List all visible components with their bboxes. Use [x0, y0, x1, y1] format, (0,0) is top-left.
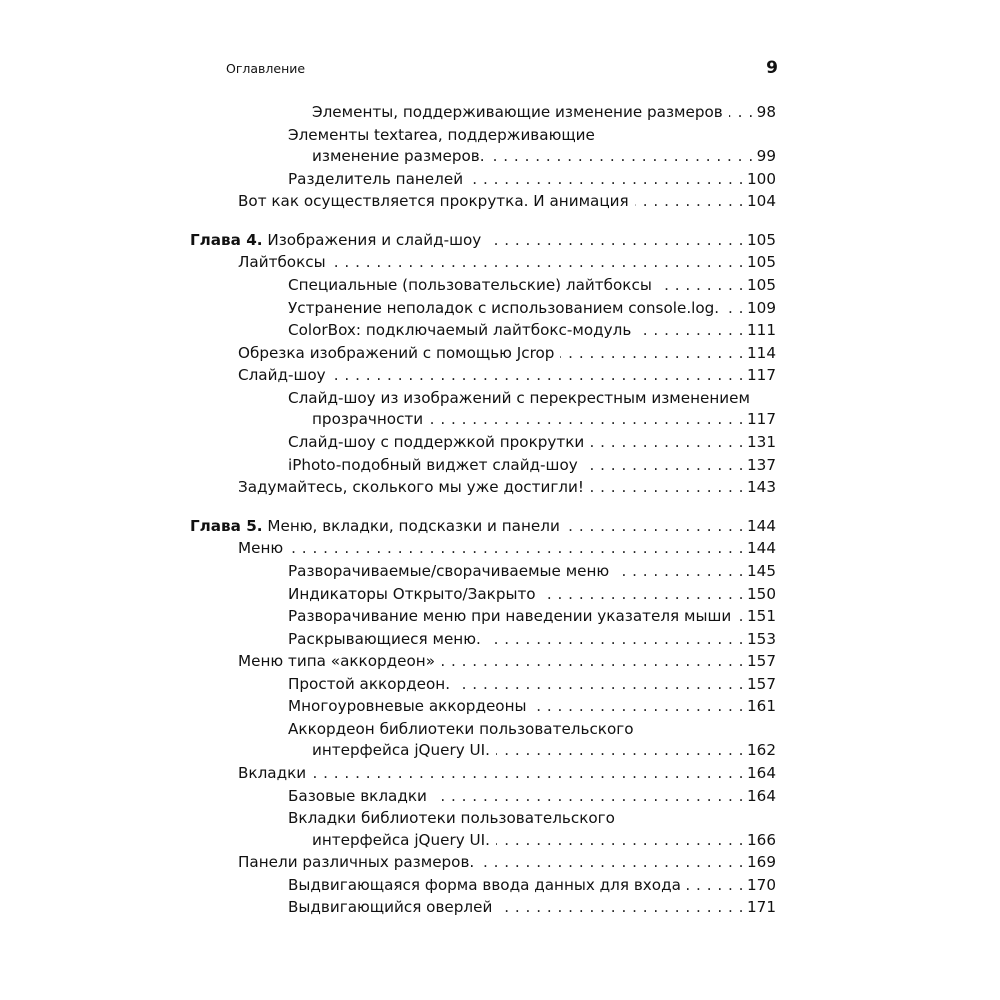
toc-entry[interactable] — [190, 101, 776, 124]
toc-entry-page: 137 — [747, 455, 776, 474]
toc-entry-page: 144 — [747, 516, 776, 535]
toc-entry-page: 161 — [747, 697, 776, 716]
toc-entry-title: Слайд-шоу с поддержкой прокрутки — [288, 432, 585, 451]
toc-entry[interactable] — [190, 718, 776, 762]
dot-leader — [487, 628, 744, 651]
dot-leader — [725, 297, 744, 320]
toc-entry[interactable] — [190, 387, 776, 431]
toc-entry-title: Обрезка изображений с помощью Jcrop — [238, 343, 555, 362]
dot-leader — [542, 583, 744, 606]
toc-entry-title: Слайд-шоу — [238, 366, 326, 385]
dot-leader — [687, 874, 744, 897]
toc-entry[interactable] — [190, 364, 776, 387]
toc-entry-title: iPhoto-подобный виджет слайд-шоу — [288, 455, 578, 474]
toc-entry-title: Аккордеон библиотеки пользовательского — [288, 720, 634, 739]
toc-entry-page: 170 — [747, 875, 776, 894]
toc-entry[interactable] — [190, 251, 776, 274]
dot-leader — [729, 101, 754, 124]
toc-entry[interactable] — [190, 583, 776, 606]
toc-entry-title: Элементы, поддерживающие изменение размеров — [312, 103, 723, 121]
toc-entry-title: Панели различных размеров. — [238, 853, 475, 872]
dot-leader — [635, 190, 744, 213]
toc-entry-page: 157 — [747, 674, 776, 693]
dot-leader — [590, 431, 744, 454]
toc-entry-title: Лайтбоксы — [238, 253, 326, 272]
toc-entry-page: 164 — [747, 764, 776, 783]
dot-leader — [429, 408, 744, 431]
dot-leader — [590, 476, 744, 499]
dot-leader — [312, 762, 744, 785]
toc-entry-title: Меню типа «аккордеон» — [238, 652, 436, 671]
toc-entry-title: Базовые вкладки — [288, 786, 427, 805]
toc-entry[interactable] — [190, 896, 776, 919]
toc-entry-page: 99 — [756, 147, 776, 165]
dot-leader — [637, 319, 744, 342]
toc-entry[interactable] — [190, 605, 776, 628]
dot-leader — [433, 785, 744, 808]
toc-entry-title: Вот как осуществляется прокрутка. И анимация — [238, 192, 629, 211]
toc-entry-title-continued: прозрачности — [312, 410, 424, 429]
toc-entry-title: Многоуровневые аккордеоны — [288, 697, 527, 716]
dot-leader — [737, 605, 744, 628]
dot-leader — [560, 342, 744, 365]
toc-entry[interactable] — [190, 628, 776, 651]
toc-entry-title: Меню — [238, 539, 284, 558]
toc-entry-page: 166 — [747, 830, 776, 849]
toc-entry[interactable] — [190, 560, 776, 583]
toc-entry-page: 100 — [747, 169, 776, 188]
toc-chapter-4[interactable] — [190, 229, 776, 252]
toc-entry-page: 117 — [747, 366, 776, 385]
toc-entry[interactable] — [190, 695, 776, 718]
dot-leader — [480, 851, 744, 874]
toc-entry-page: 145 — [747, 561, 776, 580]
toc-entry-title: Выдвигающийся оверлей — [288, 898, 493, 917]
toc-entry-page: 153 — [747, 629, 776, 648]
toc-entry[interactable] — [190, 168, 776, 191]
page-number: 9 — [766, 58, 778, 78]
toc-entry[interactable] — [190, 537, 776, 560]
toc-entry[interactable] — [190, 673, 776, 696]
toc-entry[interactable] — [190, 190, 776, 213]
toc-entry[interactable] — [190, 274, 776, 297]
toc-entry-page: 164 — [747, 786, 776, 805]
toc-entry-title: Вкладки — [238, 764, 307, 783]
toc-entry-page: 114 — [747, 343, 776, 362]
toc-entry-page: 98 — [756, 103, 776, 121]
dot-leader — [289, 537, 744, 560]
toc-entry-title: Индикаторы Открыто/Закрыто — [288, 584, 536, 603]
toc-entry[interactable] — [190, 650, 776, 673]
toc-entry-page: 105 — [747, 230, 776, 249]
toc-entry-title: Слайд-шоу из изображений с перекрестным изменением — [288, 388, 750, 407]
toc-entry[interactable] — [190, 874, 776, 897]
toc-entry-title: Простой аккордеон. — [288, 674, 451, 693]
toc-entry-page: 105 — [747, 253, 776, 272]
dot-leader — [469, 168, 744, 191]
toc-entry-title: Специальные (пользовательские) лайтбоксы — [288, 275, 652, 294]
dot-leader — [496, 829, 744, 852]
dot-leader — [615, 560, 744, 583]
dot-leader — [566, 515, 744, 538]
toc-entry-page: 151 — [747, 607, 776, 626]
toc-entry-page: 171 — [747, 898, 776, 917]
toc-entry-page: 109 — [747, 298, 776, 317]
toc-entry-page: 117 — [747, 410, 776, 429]
toc-entry-page: 131 — [747, 432, 776, 451]
toc-entry-page: 144 — [747, 539, 776, 558]
toc-entry-page: 143 — [747, 478, 776, 497]
toc-entry[interactable] — [190, 297, 776, 320]
dot-leader — [332, 251, 744, 274]
toc-entry[interactable] — [190, 476, 776, 499]
toc-entry-title: ColorBox: подключаемый лайтбокс-модуль — [288, 321, 632, 340]
toc-entry[interactable] — [190, 762, 776, 785]
toc-entry[interactable] — [190, 785, 776, 808]
dot-leader — [533, 695, 745, 718]
toc-entry-title-continued: изменение размеров. — [312, 147, 485, 165]
running-title: Оглавление — [226, 61, 306, 76]
toc-entry-title: Разделитель панелей — [288, 169, 464, 188]
page-header — [226, 58, 778, 80]
toc-entry-title: Изображения и слайд-шоу — [267, 230, 482, 249]
toc-entry-page: 162 — [747, 741, 776, 760]
table-of-contents — [190, 101, 776, 919]
toc-entry-title: Вкладки библиотеки пользовательского — [288, 809, 615, 828]
toc-entry[interactable] — [190, 454, 776, 477]
toc-entry[interactable] — [190, 851, 776, 874]
toc-entry-page: 111 — [747, 321, 776, 340]
toc-entry-title: Раскрывающиеся меню. — [288, 629, 481, 648]
toc-entry-title: Выдвигающаяся форма ввода данных для входа — [288, 875, 681, 894]
toc-entry-page: 169 — [747, 853, 776, 872]
dot-leader — [658, 274, 744, 297]
toc-entry-title: Разворачивание меню при наведении указателя мыши — [288, 607, 732, 626]
toc-entry-title: Задумайтесь, сколького мы уже достигли! — [238, 478, 584, 497]
dot-leader — [441, 650, 744, 673]
toc-entry[interactable] — [190, 319, 776, 342]
toc-entry-title: Устранение неполадок с использованием console.log. — [288, 298, 720, 317]
toc-entry-title: Элементы textarea, поддерживающие — [288, 125, 595, 144]
toc-entry[interactable] — [190, 124, 776, 168]
toc-entry[interactable] — [190, 807, 776, 851]
dot-leader — [498, 896, 744, 919]
toc-chapter-5[interactable] — [190, 515, 776, 538]
toc-entry-title-continued: интерфейса jQuery UI. — [312, 830, 490, 849]
dot-leader — [496, 739, 744, 762]
dot-leader — [491, 145, 754, 168]
chapter-label: Глава 5. — [190, 516, 263, 535]
toc-entry-page: 105 — [747, 275, 776, 294]
toc-entry[interactable] — [190, 431, 776, 454]
chapter-label: Глава 4. — [190, 230, 263, 249]
dot-leader — [456, 673, 744, 696]
toc-entry-page: 104 — [747, 192, 776, 211]
toc-entry-title: Меню, вкладки, подсказки и панели — [267, 516, 560, 535]
dot-leader — [487, 229, 744, 252]
toc-entry-page: 157 — [747, 652, 776, 671]
toc-entry-title: Разворачиваемые/сворачиваемые меню — [288, 561, 610, 580]
dot-leader — [332, 364, 744, 387]
toc-entry-title-continued: интерфейса jQuery UI. — [312, 741, 490, 760]
toc-entry[interactable] — [190, 342, 776, 365]
toc-entry-page: 150 — [747, 584, 776, 603]
dot-leader — [584, 454, 744, 477]
